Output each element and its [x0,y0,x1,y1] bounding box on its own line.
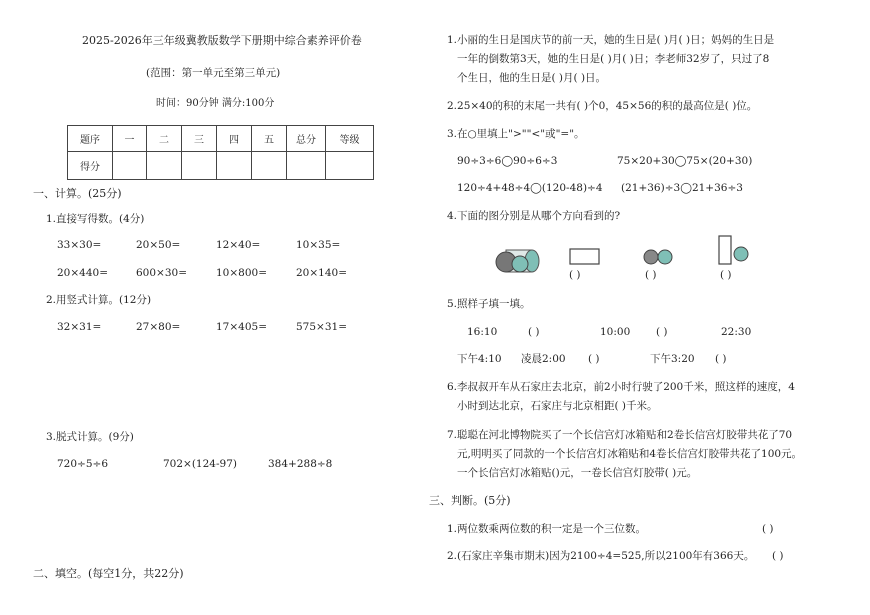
section-2-heading: 二、填空。(每空1分，共22分) [33,567,184,580]
time-item: 下午4:10 [457,353,502,365]
time-blank[interactable]: ( ) [528,326,540,338]
score-table-header: 三 [182,126,217,152]
fill-1-line-3: 个生日，他的生日是( )月( )日。 [457,72,607,84]
score-table-header: 题序 [68,126,113,152]
score-cell[interactable] [147,152,182,180]
judge-1-blank[interactable]: ( ) [762,523,774,535]
time-item: 凌晨2:00 [521,353,566,365]
fill-2: 2.25×40的积的末尾一共有( )个0，45×56的积的最高位是( )位。 [447,100,758,112]
compare-item: 120÷4+48÷4◯(120-48)÷4 [457,182,603,194]
calc-item: 600×30= [136,267,187,279]
score-table-row [68,152,374,180]
score-cell[interactable] [287,152,326,180]
score-cell[interactable] [326,152,374,180]
time-blank[interactable]: ( ) [588,353,600,365]
rectangle-circle-view-icon [716,235,750,267]
calc-item: 33×30= [57,239,102,251]
exam-scope: (范围：第一单元至第三单元) [146,67,281,79]
fill-3: 3.在○里填上">""<"或"="。 [447,128,585,140]
two-circles-view-icon [643,247,675,267]
time-blank[interactable]: ( ) [656,326,668,338]
fill-6-line-1: 6.李叔叔开车从石家庄去北京，前2小时行驶了200千米，照这样的速度，4 [447,381,795,393]
score-table-header: 一 [113,126,147,152]
rectangle-view-icon [569,247,601,267]
solid-figure-icon [494,246,542,276]
fill-7-line-1: 7.聪聪在河北博物院买了一个长信宫灯冰箱贴和2卷长信宫灯胶带共花了70 [447,429,793,441]
calc-item: 27×80= [136,321,181,333]
fill-4: 4.下面的图分别是从哪个方向看到的? [447,210,621,222]
fill-1-line-2: 一年的倒数第3天，她的生日是( )月( )日；李老师32岁了，只过了8 [457,53,770,65]
exam-title: 2025-2026年三年级冀教版数学下册期中综合素养评价卷 [82,34,362,47]
compare-item: 90÷3÷6◯90÷6÷3 [457,155,558,167]
view-answer-blank[interactable]: ( ) [645,269,657,281]
calc-item: 702×(124-97) [163,458,237,470]
judge-2: 2.(石家庄辛集市期末)因为2100÷4=525,所以2100年有366天。 [447,550,755,562]
calc-item: 575×31= [296,321,347,333]
fill-1-line-1: 1.小丽的生日是国庆节的前一天，她的生日是( )月( )日；妈妈的生日是 [447,34,775,46]
time-blank[interactable]: ( ) [715,353,727,365]
calc-item: 20×50= [136,239,181,251]
question-1-2: 2.用竖式计算。(12分) [46,294,152,306]
fill-6-line-2: 小时到达北京，石家庄与北京相距( )千米。 [457,400,658,412]
calc-item: 720÷5÷6 [57,458,108,470]
fill-7-line-2: 元,明明买了同款的一个长信宫灯冰箱贴和4卷长信宫灯胶带共花了100元。 [457,448,803,460]
score-table-header: 二 [147,126,182,152]
score-table-header: 五 [252,126,287,152]
calc-item: 32×31= [57,321,102,333]
calc-item: 12×40= [216,239,261,251]
calc-item: 384+288÷8 [268,458,333,470]
score-table-header: 总分 [287,126,326,152]
calc-item: 10×800= [216,267,267,279]
judge-1: 1.两位数乘两位数的积一定是一个三位数。 [447,523,647,535]
score-cell[interactable] [252,152,287,180]
section-1-heading: 一、计算。(25分) [33,187,122,200]
view-answer-blank[interactable]: ( ) [569,269,581,281]
time-item: 下午3:20 [650,353,695,365]
score-cell[interactable] [182,152,217,180]
calc-item: 20×440= [57,267,108,279]
judge-2-blank[interactable]: ( ) [772,550,784,562]
compare-item: (21+36)÷3◯21+36÷3 [621,182,743,194]
time-item: 16:10 [467,326,498,338]
score-row-label: 得分 [68,152,113,180]
time-item: 10:00 [600,326,631,338]
time-item: 22:30 [721,326,752,338]
view-answer-blank[interactable]: ( ) [720,269,732,281]
fill-7-line-3: 一个长信宫灯冰箱贴()元，一卷长信宫灯胶带( )元。 [457,467,698,479]
question-1-1: 1.直接写得数。(4分) [46,213,145,225]
score-table-header-row [68,126,374,152]
score-cell[interactable] [217,152,252,180]
score-cell[interactable] [113,152,147,180]
fill-5: 5.照样子填一填。 [447,298,531,310]
time-info: 时间：90分钟 满分:100分 [156,98,275,109]
calc-item: 17×405= [216,321,267,333]
calc-item: 20×140= [296,267,347,279]
question-1-3: 3.脱式计算。(9分) [46,431,134,443]
score-table [67,125,374,180]
score-table-header: 四 [217,126,252,152]
compare-item: 75×20+30◯75×(20+30) [617,155,753,167]
section-3-heading: 三、判断。(5分) [429,494,511,507]
calc-item: 10×35= [296,239,341,251]
score-table-header: 等级 [326,126,374,152]
